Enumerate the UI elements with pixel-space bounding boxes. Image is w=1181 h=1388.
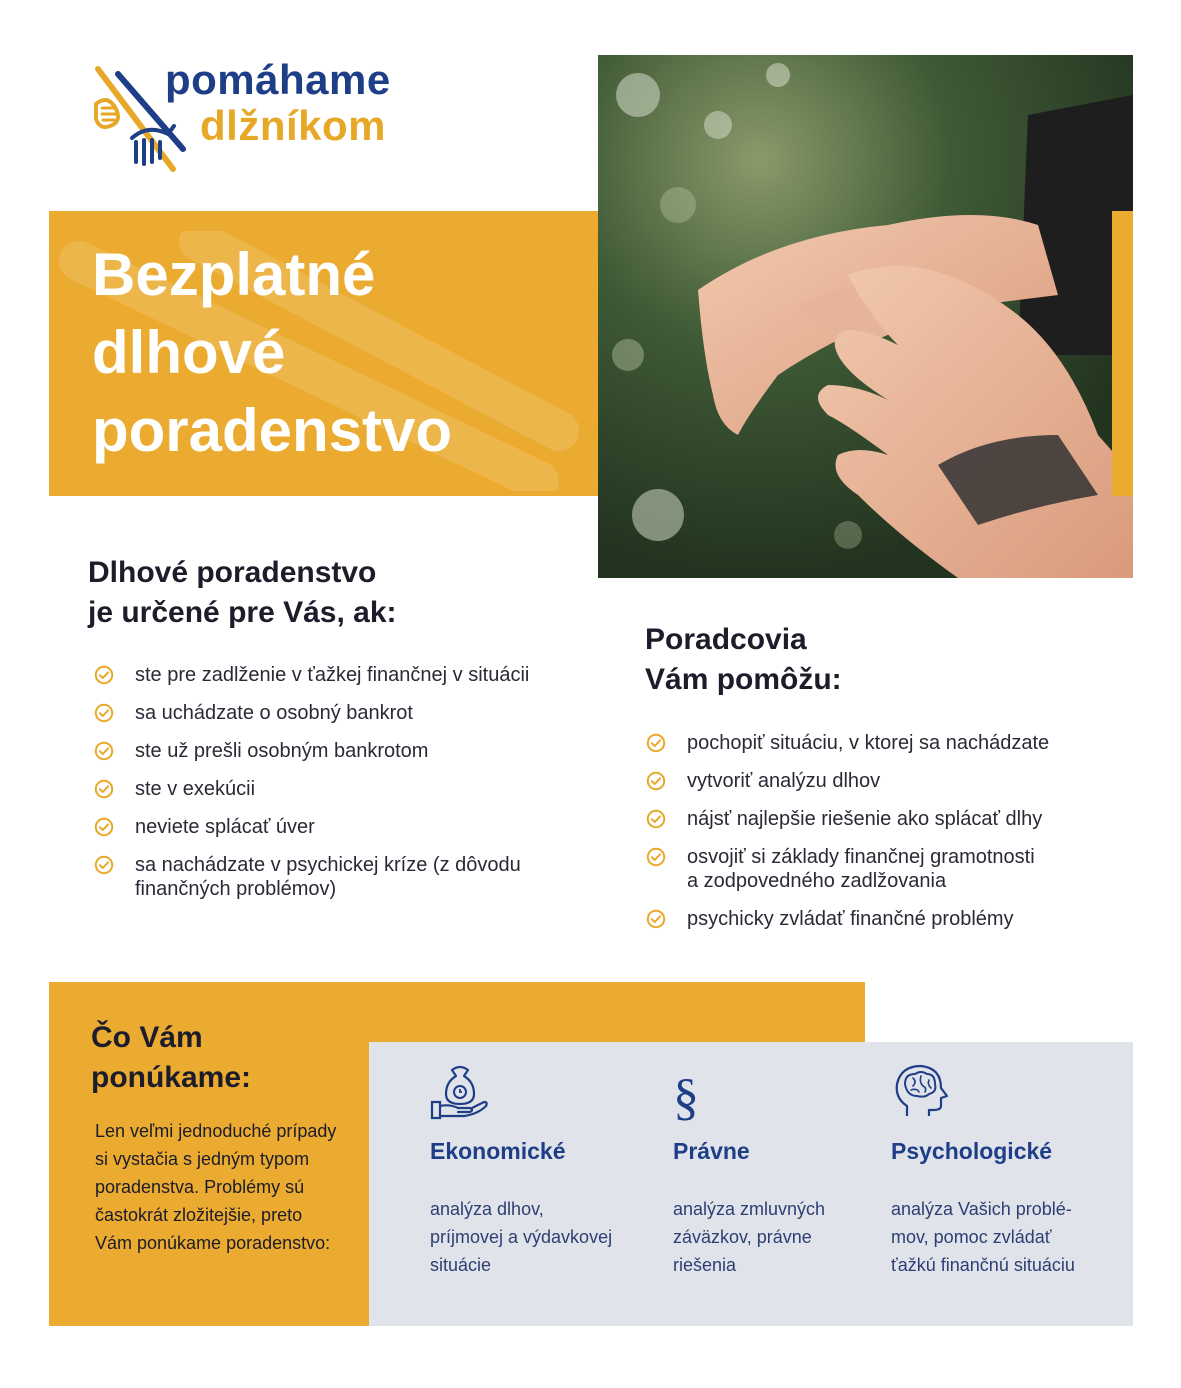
card-text-line: riešenia	[673, 1255, 737, 1275]
card-text-line: príjmovej a výdavkovej	[430, 1227, 613, 1247]
check-circle-icon	[94, 741, 114, 761]
card-text-line: situácie	[430, 1255, 492, 1275]
list-item	[646, 845, 1116, 893]
right-checklist	[646, 731, 1116, 931]
card-text-line: mov, pomoc zvládať	[891, 1227, 1052, 1247]
list-item-text: pochopiť situáciu, v ktorej sa nachádzate	[687, 732, 1050, 754]
check-circle-icon	[94, 855, 114, 875]
offer-title-line: ponúkame:	[91, 1061, 252, 1094]
card-text	[673, 1195, 883, 1279]
card-text-line: analýza dlhov,	[430, 1199, 544, 1219]
list-item	[94, 663, 594, 687]
list-item	[646, 731, 1116, 755]
service-card-psychological	[891, 1042, 1121, 1326]
check-circle-icon	[646, 909, 666, 929]
hero-title	[92, 236, 572, 470]
offer-title-line: Čo Vám	[91, 1021, 203, 1054]
services-panel	[369, 1042, 1133, 1326]
list-item	[94, 815, 594, 839]
list-item	[646, 807, 1116, 831]
card-text-line: záväzkov, právne	[673, 1227, 812, 1247]
list-item-text: vytvoriť analýzu dlhov	[687, 770, 881, 792]
list-item-text: nájsť najlepšie riešenie ako splácať dlhy	[687, 808, 1043, 830]
offer-text-line: poradenstva. Problémy sú	[95, 1177, 305, 1197]
list-item	[94, 853, 594, 901]
left-checklist	[94, 663, 594, 901]
list-item-text: sa nachádzate v psychickej kríze (z dôvodu	[135, 854, 521, 876]
offer-title	[91, 1018, 251, 1098]
accent-bar	[1112, 211, 1133, 496]
brain-head-icon	[891, 1062, 951, 1122]
offer-text-line: Len veľmi jednoduché prípady	[95, 1121, 337, 1141]
card-title: Ekonomické	[430, 1138, 566, 1164]
card-text-line: ťažkú finančnú situáciu	[891, 1255, 1075, 1275]
check-circle-icon	[94, 703, 114, 723]
check-circle-icon	[646, 771, 666, 791]
offer-text-line: si vystačia s jedným typom	[95, 1149, 310, 1169]
offer-text-line: častokrát zložitejšie, preto	[95, 1205, 303, 1225]
card-text	[891, 1195, 1101, 1279]
check-circle-icon	[94, 779, 114, 799]
logo-text-line1: pomáhame	[165, 56, 391, 103]
list-item-text: a zodpovedného zadlžovania	[687, 870, 947, 892]
left-title-line: je určené pre Vás, ak:	[88, 596, 397, 629]
check-circle-icon	[94, 665, 114, 685]
card-title: Psychologické	[891, 1138, 1053, 1164]
check-circle-icon	[646, 809, 666, 829]
list-item-text: psychicky zvládať finančné problémy	[687, 908, 1014, 930]
check-circle-icon	[646, 847, 666, 867]
logo-text-line2: dlžníkom	[200, 102, 387, 149]
right-section-title	[645, 620, 842, 700]
list-item-text: ste v exekúcii	[135, 778, 256, 800]
check-circle-icon	[94, 817, 114, 837]
list-item-text: sa uchádzate o osobný bankrot	[135, 702, 413, 724]
logo	[88, 56, 428, 176]
list-item-text: osvojiť si základy finančnej gramotnosti	[687, 846, 1035, 868]
card-text-line: analýza zmluvných	[673, 1199, 826, 1219]
list-item-text: neviete splácať úver	[135, 816, 315, 838]
hero-title-line: Bezplatné	[92, 241, 376, 308]
hero-title-line: dlhové	[92, 319, 286, 386]
list-item	[94, 777, 594, 801]
left-section-title	[88, 553, 397, 633]
list-item	[94, 701, 594, 725]
right-title-line: Poradcovia	[645, 623, 807, 656]
money-bag-hand-icon	[430, 1062, 490, 1122]
service-card-economic	[430, 1042, 650, 1326]
offer-text-line: Vám ponúkame poradenstvo:	[95, 1233, 331, 1253]
list-item-text: ste už prešli osobným bankrotom	[135, 740, 429, 762]
list-item-text: ste pre zadlženie v ťažkej finančnej v situácii	[135, 664, 530, 686]
card-title: Právne	[673, 1138, 750, 1164]
list-item	[646, 769, 1116, 793]
left-title-line: Dlhové poradenstvo	[88, 556, 377, 589]
hero-title-line: poradenstvo	[92, 397, 453, 464]
list-item	[94, 739, 594, 763]
card-text-line: analýza Vašich problé-	[891, 1199, 1072, 1219]
card-text	[430, 1195, 640, 1279]
service-card-legal	[673, 1042, 873, 1326]
paragraph-icon	[673, 1062, 733, 1122]
offer-description	[95, 1117, 365, 1257]
right-title-line: Vám pomôžu:	[645, 663, 842, 696]
list-item-text: finančných problémov)	[135, 878, 337, 900]
list-item	[646, 907, 1116, 931]
hands-photo	[598, 55, 1133, 578]
svg-text:§: §	[673, 1069, 699, 1122]
check-circle-icon	[646, 733, 666, 753]
